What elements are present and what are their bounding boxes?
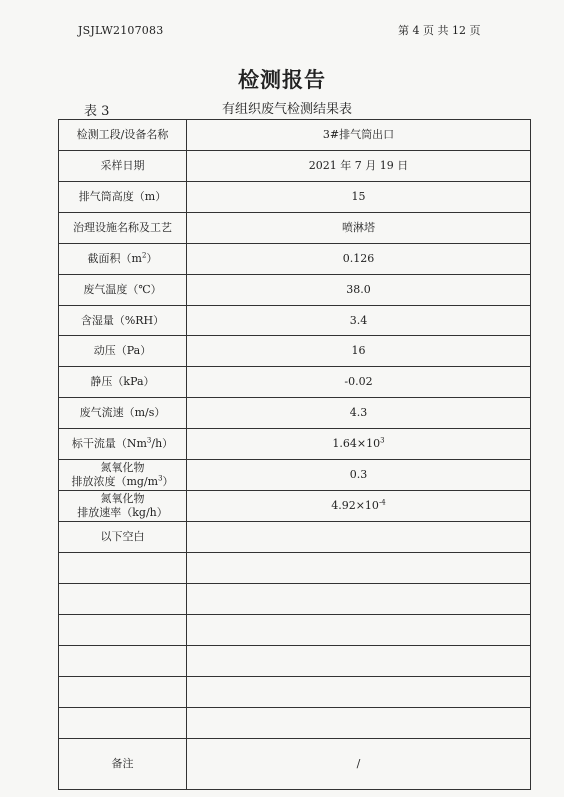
row-value: 2021 年 7 月 19 日 — [187, 151, 531, 182]
row-value: 16 — [187, 336, 531, 367]
row-value — [187, 522, 531, 553]
row-label: 以下空白 — [59, 522, 187, 553]
row-value: 喷淋塔 — [187, 213, 531, 244]
row-label: 治理设施名称及工艺 — [59, 213, 187, 244]
results-table — [58, 119, 531, 790]
label-text: 标干流量（Nm — [71, 437, 147, 450]
label-text: 排放浓度（mg/m — [71, 475, 159, 488]
empty-cell — [59, 646, 187, 677]
row-label: 检测工段/设备名称 — [59, 120, 187, 151]
row-value: 15 — [187, 182, 531, 213]
blank-row — [59, 708, 531, 739]
table-row — [59, 120, 531, 151]
table-row — [59, 244, 531, 275]
remarks-value: / — [187, 739, 531, 790]
row-label: 动压（Pa） — [59, 336, 187, 367]
label-line: 氮氧化物 — [100, 492, 145, 505]
value-superscript: 3 — [380, 436, 385, 445]
label-superscript: 3 — [146, 436, 152, 445]
row-value: 3.4 — [187, 306, 531, 336]
table-number: 表 3 — [84, 104, 110, 119]
table-row — [59, 306, 531, 336]
blank-row — [59, 646, 531, 677]
report-title: 检测报告 — [238, 67, 326, 92]
blank-row — [59, 677, 531, 708]
table-row — [59, 336, 531, 367]
value-superscript: -4 — [378, 498, 386, 507]
empty-cell — [59, 615, 187, 646]
label-line: 排放速率（kg/h） — [77, 506, 168, 519]
table-row — [59, 460, 531, 491]
document-code: JSJLW2107083 — [78, 24, 164, 37]
empty-cell — [187, 646, 531, 677]
empty-cell — [59, 584, 187, 615]
empty-cell — [59, 708, 187, 739]
row-label: 采样日期 — [59, 151, 187, 182]
row-value: 0.3 — [187, 460, 531, 491]
row-value: -0.02 — [187, 367, 531, 398]
label-superscript: 3 — [158, 474, 163, 483]
table-row — [59, 429, 531, 460]
row-value: 4.3 — [187, 398, 531, 429]
row-value — [187, 429, 531, 460]
row-label — [59, 244, 187, 275]
table-caption: 有组织废气检测结果表 — [222, 102, 353, 117]
label-text: ） — [146, 252, 158, 265]
table-row — [59, 151, 531, 182]
row-label: 排气筒高度（m） — [59, 182, 187, 213]
empty-cell — [187, 584, 531, 615]
row-value: 38.0 — [187, 275, 531, 306]
blank-row — [59, 584, 531, 615]
row-value: 3#排气筒出口 — [187, 120, 531, 151]
blank-row — [59, 615, 531, 646]
row-label: 废气流速（m/s） — [59, 398, 187, 429]
row-label — [59, 491, 187, 522]
table-row — [59, 182, 531, 213]
label-text: 截面积（m — [87, 252, 142, 265]
row-label: 废气温度（℃） — [59, 275, 187, 306]
table-row — [59, 491, 531, 522]
row-label: 含湿量（%RH） — [59, 306, 187, 336]
empty-cell — [187, 553, 531, 584]
empty-cell — [187, 677, 531, 708]
table-row — [59, 367, 531, 398]
page-indicator: 第 4 页 共 12 页 — [398, 24, 481, 37]
remarks-label: 备注 — [59, 739, 187, 790]
label-text: ） — [162, 475, 174, 488]
row-value: 0.126 — [187, 244, 531, 275]
empty-cell — [59, 677, 187, 708]
row-label — [59, 429, 187, 460]
table-row — [59, 398, 531, 429]
table-row — [59, 213, 531, 244]
label-line: 氮氧化物 — [100, 461, 145, 474]
label-line — [63, 475, 182, 489]
remarks-row — [59, 739, 531, 790]
value-text: 4.92×10 — [331, 499, 379, 512]
blank-row — [59, 553, 531, 584]
table-row — [59, 275, 531, 306]
row-label — [59, 460, 187, 491]
table-row — [59, 522, 531, 553]
row-value — [187, 491, 531, 522]
empty-cell — [187, 615, 531, 646]
value-text: 1.64×10 — [332, 437, 381, 450]
empty-cell — [59, 553, 187, 584]
empty-cell — [187, 708, 531, 739]
label-text: /h） — [151, 437, 174, 450]
row-label: 静压（kPa） — [59, 367, 187, 398]
label-superscript: 2 — [141, 251, 147, 260]
